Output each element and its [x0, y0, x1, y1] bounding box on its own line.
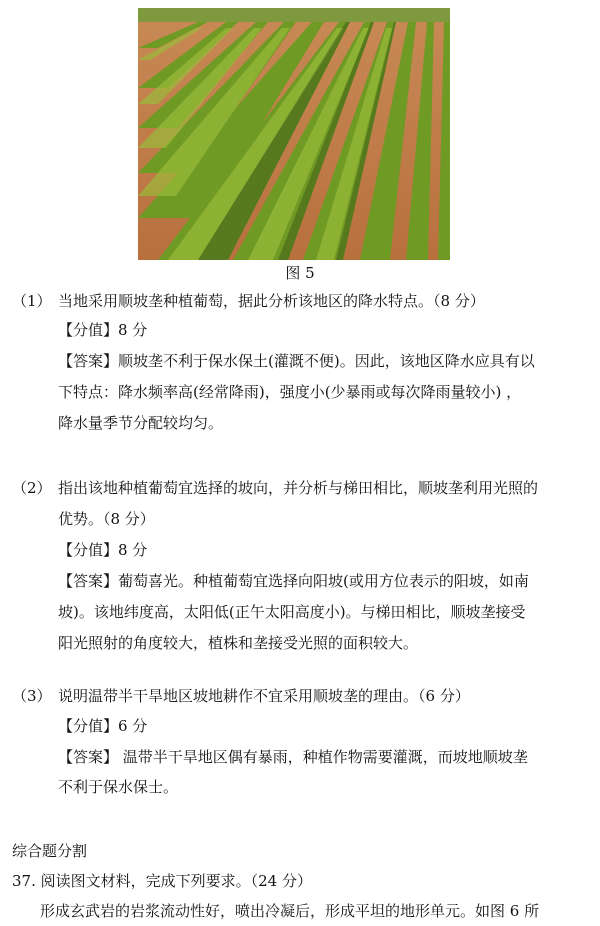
question-1-answer-line-2: 下特点：降水频率高(经常降雨)，强度小(少暴雨或每次降雨量较小) ，: [58, 383, 522, 401]
question-3-answer-line-2: 不利于保水保士。: [58, 778, 179, 796]
question-3-answer-line-1: 【答案】 温带半干旱地区偶有暴雨，种植作物需要灌溉，而坡地顺坡垄: [58, 748, 528, 766]
question-3-number: （3）: [12, 687, 52, 705]
question-37-title: 37. 阅读图文材料，完成下列要求。（24 分）: [12, 872, 312, 890]
question-3-score: 【分值】6 分: [58, 717, 148, 735]
question-1-answer-line-3: 降水量季节分配较均匀。: [58, 414, 224, 432]
question-1-answer-line-1: 【答案】顺坡垄不利于保水保土(灌溉不便)。因此，该地区降水应具有以: [58, 352, 535, 370]
question-37-body: 形成玄武岩的岩浆流动性好，喷出冷凝后，形成平坦的地形单元。如图 6 所: [40, 902, 540, 920]
question-2-score: 【分值】8 分: [58, 541, 148, 559]
vineyard-photo: [138, 8, 450, 260]
question-2-number: （2）: [12, 479, 52, 497]
question-1-score: 【分值】8 分: [58, 321, 148, 339]
question-2-text-line-1: 指出该地种植葡萄宜选择的坡向，并分析与梯田相比，顺坡垄利用光照的: [58, 479, 539, 497]
question-2-answer-line-3: 阳光照射的角度较大，植株和垄接受光照的面积较大。: [58, 634, 419, 652]
question-1-text: 当地采用顺坡垄种植葡萄，据此分析该地区的降水特点。（8 分）: [58, 292, 485, 310]
question-2-text-line-2: 优势。（8 分）: [58, 510, 155, 528]
figure-caption: 图 5: [285, 264, 315, 282]
question-2-answer-line-2: 坡)。该地纬度高，太阳低(正午太阳高度小)。与梯田相比，顺坡垄接受: [58, 603, 526, 621]
question-3-text: 说明温带半干旱地区坡地耕作不宜采用顺坡垄的理由。（6 分）: [58, 687, 470, 705]
section-label: 综合题分割: [12, 842, 88, 860]
question-1-number: （1）: [12, 292, 52, 310]
question-2-answer-line-1: 【答案】葡萄喜光。种植葡萄宜选择向阳坡(或用方位表示的阳坡，如南: [58, 572, 529, 590]
